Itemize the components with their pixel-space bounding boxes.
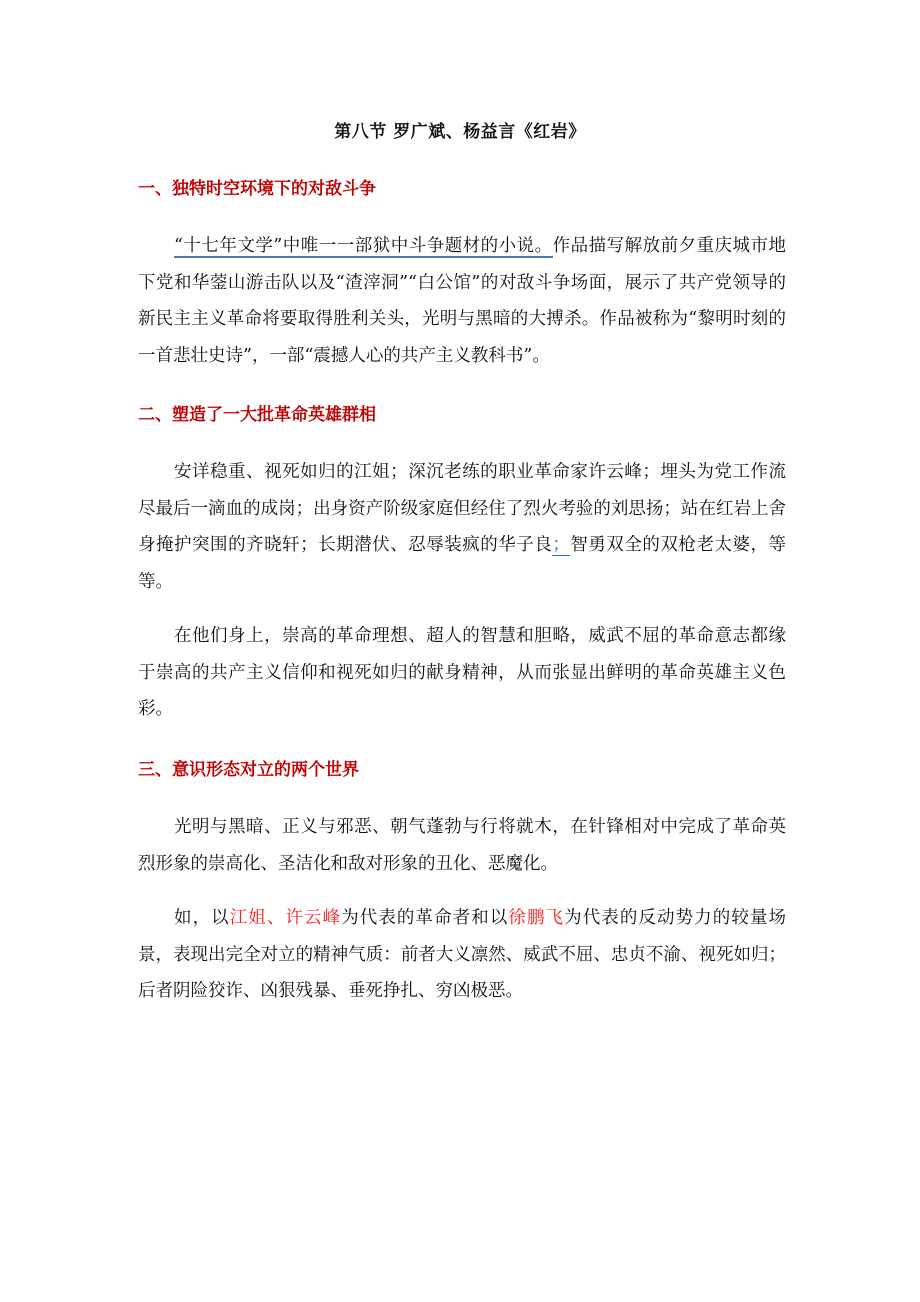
section-3-paragraph-1: 光明与黑暗、正义与邪恶、朝气蓬勃与行将就木，在针锋相对中完成了革命英烈形象的崇高化、圣洁化和敌对形象的丑化、恶魔化。 — [138, 817, 786, 874]
section-2-paragraph-2: 在他们身上，崇高的革命理想、超人的智慧和胆略，威武不屈的革命意志都缘于崇高的共产主义信仰和视死如归的献身精神，从而张显出鲜明的革命英雄主义色彩。 — [138, 626, 786, 719]
paragraph-text: 作品描写解放前夕重庆城市地下党和华蓥山游击队以及“渣滓洞”“白公馆”的对敌斗争场面，展示了共产党领导的新民主主义革命将要取得胜利关头，光明与黑暗的大搏杀。作品被称为“黎明时刻的一首悲壮史诗”，一部“震撼人心的共产主义教科书”。 — [138, 236, 786, 366]
section-heading-3: 三、意识形态对立的两个世界 — [138, 760, 359, 780]
paragraph-text: 如，以 — [174, 908, 230, 928]
section-3-paragraph-2 — [138, 900, 786, 1010]
section-2-paragraph-1 — [138, 454, 786, 600]
section-heading-1: 一、独特时空环境下的对敌斗争 — [138, 179, 376, 199]
highlighted-name-villain: 徐鹏飞 — [508, 908, 565, 928]
underlined-sentence: “十七年文学”中唯一一部狱中斗争题材的小说。 — [174, 236, 553, 256]
paragraph-text: 安详稳重、视死如归的江姐；深沉老练的职业革命家许云峰；埋头为党工作流尽最后一滴血的成岗；出身资产阶级家庭但经住了烈火考验的刘思扬；站在红岩上舍身掩护突围的齐晓轩；长期潜伏、忍辱装疯的华子良 — [138, 462, 786, 555]
paragraph-text: 为代表的反动势力的较量场景，表现出完全对立的精神气质：前者大义凛然、威武不屈、忠贞不渝、视死如归；后者阴险狡诈、凶狠残暴、垂死挣扎、穷凶极恶。 — [138, 908, 786, 1001]
paragraph-text: 智勇双全的双枪老太婆，等等。 — [138, 535, 786, 592]
section-heading-2: 二、塑造了一大批革命英雄群相 — [138, 405, 376, 425]
marked-semicolon: ； — [552, 535, 570, 555]
page-title: 第八节 罗广斌、杨益言《红岩》 — [334, 122, 586, 142]
paragraph-text: 为代表的革命者和以 — [341, 908, 509, 928]
highlighted-names-heroes: 江姐、许云峰 — [229, 908, 342, 928]
section-1-paragraph-1 — [138, 228, 786, 374]
